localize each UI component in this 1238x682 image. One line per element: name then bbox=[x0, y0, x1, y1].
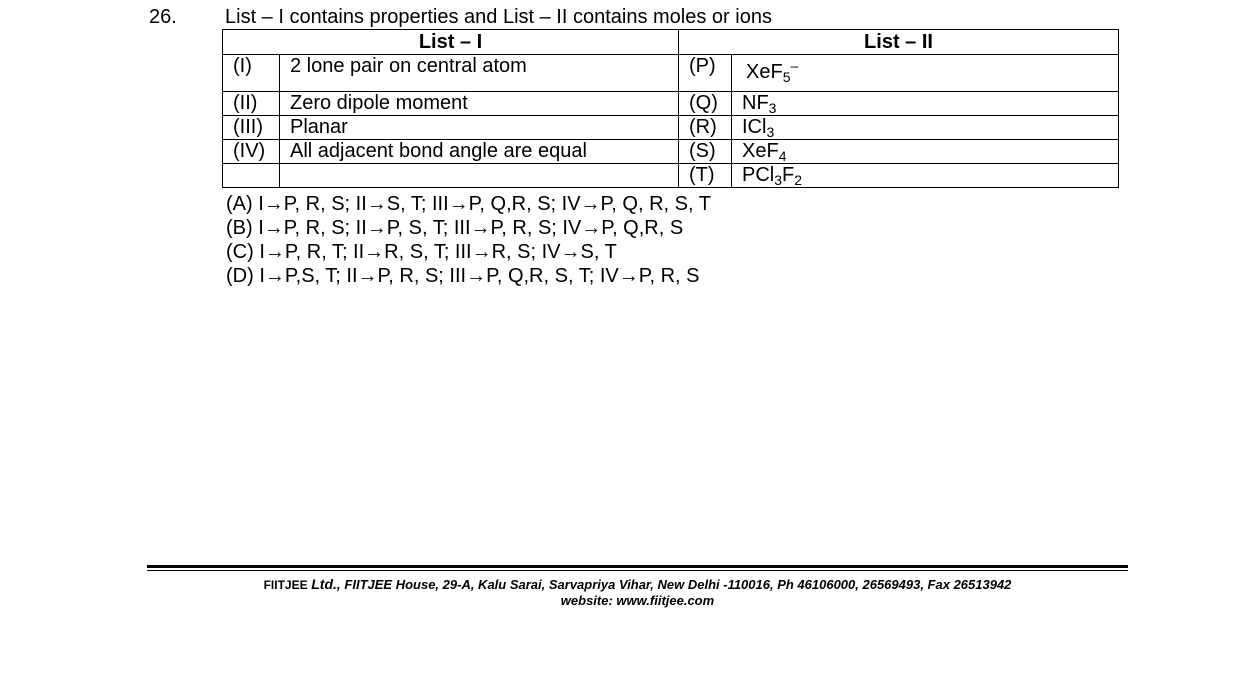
roman-cell: (IV) bbox=[223, 140, 280, 164]
code-cell: (P) bbox=[679, 55, 732, 92]
page-footer bbox=[147, 576, 1128, 609]
species-cell: XeF$_4$ bbox=[732, 140, 1119, 164]
match-table bbox=[222, 29, 1119, 188]
roman-cell bbox=[223, 164, 280, 188]
property-cell: All adjacent bond angle are equal bbox=[280, 140, 679, 164]
question-number: 26. bbox=[149, 6, 177, 28]
header-list-ii: List – II bbox=[679, 30, 1119, 55]
property-cell: 2 lone pair on central atom bbox=[280, 55, 679, 92]
footer-website: website: www.fiitjee.com bbox=[560, 593, 715, 608]
option-b: (B) I→P, R, S; II→P, S, T; III→P, R, S; IV→P, Q,R, S bbox=[226, 217, 684, 239]
roman-cell: (III) bbox=[223, 116, 280, 140]
property-cell: Planar bbox=[280, 116, 679, 140]
answer-options bbox=[226, 192, 711, 288]
option-a: (A) I→P, R, S; II→S, T; III→P, Q,R, S; IV→P, Q, R, S, T bbox=[226, 193, 711, 215]
species-cell: XeF$_5$– bbox=[732, 55, 1119, 92]
footer-ltd: Ltd., bbox=[311, 576, 341, 592]
species-cell: $PCl_3F_2$ bbox=[732, 164, 1119, 188]
question-text: List – I contains properties and List – II contains moles or ions bbox=[225, 6, 772, 28]
footer-address-line bbox=[147, 576, 1128, 593]
footer-brand: FIITJEE bbox=[263, 578, 308, 592]
table-row bbox=[223, 140, 1119, 164]
property-cell: Zero dipole moment bbox=[280, 92, 679, 116]
footer-rule-thick bbox=[147, 565, 1128, 568]
option-d: (D) I→P,S, T; II→P, R, S; III→P, Q,R, S, T; IV→P, R, S bbox=[226, 265, 700, 287]
code-cell: (T) bbox=[679, 164, 732, 188]
species-cell: ICl$_3$ bbox=[732, 116, 1119, 140]
header-list-i: List – I bbox=[223, 30, 679, 55]
table-row bbox=[223, 164, 1119, 188]
species-cell: $NF_3$ bbox=[732, 92, 1119, 116]
code-cell: (Q) bbox=[679, 92, 732, 116]
code-cell: (R) bbox=[679, 116, 732, 140]
option-c: (C) I→P, R, T; II→R, S, T; III→R, S; IV→S, T bbox=[226, 241, 617, 263]
roman-cell: (I) bbox=[223, 55, 280, 92]
table-row bbox=[223, 92, 1119, 116]
footer-rule-thin bbox=[147, 570, 1128, 571]
property-cell bbox=[280, 164, 679, 188]
table-row bbox=[223, 55, 1119, 92]
roman-cell: (II) bbox=[223, 92, 280, 116]
table-row bbox=[223, 116, 1119, 140]
footer-address: FIITJEE House, 29-A, Kalu Sarai, Sarvapriya Vihar, New Delhi -110016, Ph 46106000, 26569493, Fax 26513942 bbox=[344, 577, 1012, 592]
table-header-row bbox=[223, 30, 1119, 55]
code-cell: (S) bbox=[679, 140, 732, 164]
